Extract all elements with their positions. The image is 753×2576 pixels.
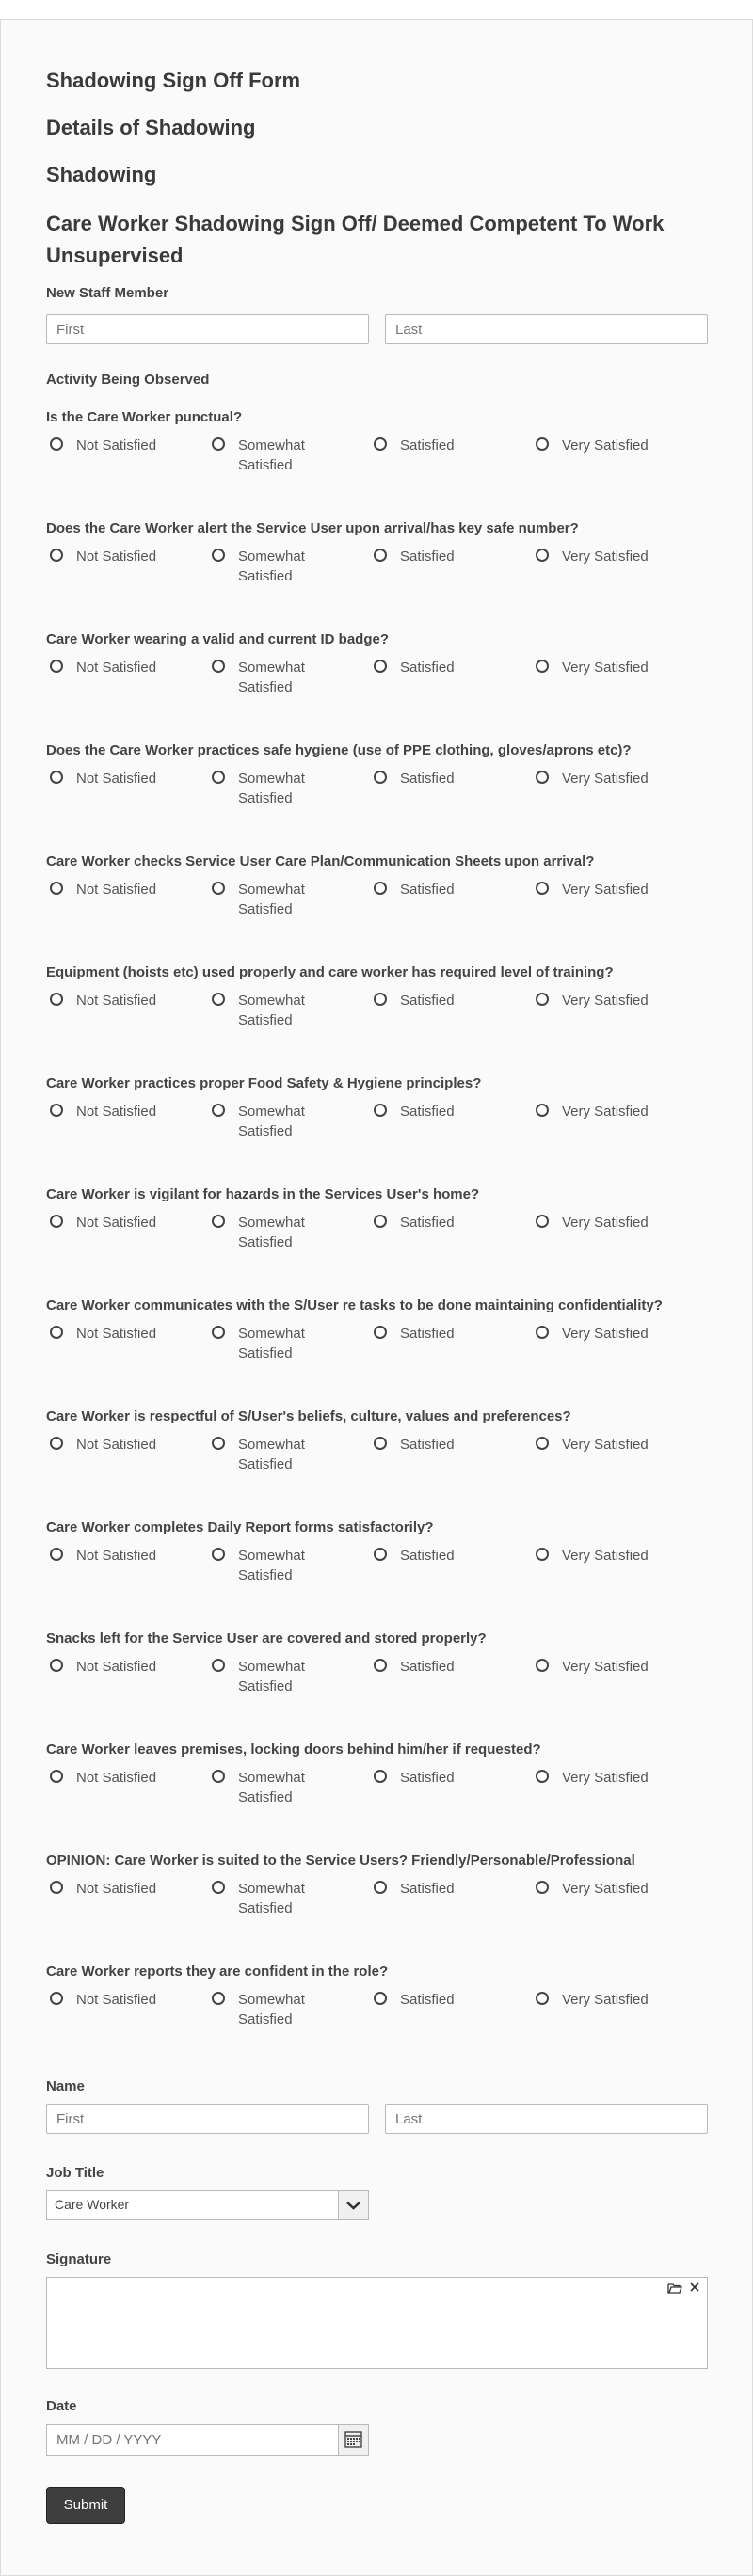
question-text: Care Worker is vigilant for hazards in the Services User's home?	[46, 1186, 480, 1202]
radio-button[interactable]	[374, 1548, 387, 1561]
rating-option-label: Satisfied	[400, 1770, 455, 1786]
rating-options	[50, 658, 709, 699]
rating-option-label: Satisfied	[400, 993, 455, 1009]
radio-button[interactable]	[50, 771, 63, 784]
radio-button[interactable]	[50, 1881, 63, 1894]
rating-option-label: Somewhat Satisfied	[238, 1104, 305, 1139]
signature-label: Signature	[46, 2251, 112, 2267]
rating-option-label: Somewhat Satisfied	[238, 993, 305, 1028]
rating-option-label: Satisfied	[400, 1215, 455, 1231]
radio-button[interactable]	[536, 771, 549, 784]
rating-option-label: Not Satisfied	[76, 1992, 157, 2008]
rating-option-label: Satisfied	[400, 1881, 455, 1897]
radio-button[interactable]	[50, 1548, 63, 1561]
radio-button[interactable]	[374, 1104, 387, 1117]
radio-button[interactable]	[212, 1437, 225, 1450]
rating-option-label: Somewhat Satisfied	[238, 660, 305, 695]
radio-button[interactable]	[50, 660, 63, 673]
rating-option-label: Not Satisfied	[76, 1215, 157, 1231]
radio-button[interactable]	[50, 1215, 63, 1228]
rating-option-label: Not Satisfied	[76, 771, 157, 787]
new-staff-label: New Staff Member	[46, 285, 169, 301]
rating-option-label: Somewhat Satisfied	[238, 1548, 305, 1583]
radio-button[interactable]	[50, 1992, 63, 2005]
question-text: Care Worker practices proper Food Safety & Hygiene principles?	[46, 1075, 482, 1091]
radio-button[interactable]	[212, 882, 225, 895]
radio-button[interactable]	[212, 1326, 225, 1339]
radio-button[interactable]	[212, 549, 225, 562]
activity-label: Activity Being Observed	[46, 372, 210, 388]
question-text: Snacks left for the Service User are covered and stored properly?	[46, 1630, 487, 1646]
radio-button[interactable]	[50, 1104, 63, 1117]
rating-option-label: Very Satisfied	[562, 1992, 649, 2008]
rating-option-label: Somewhat Satisfied	[238, 437, 305, 473]
rating-option-label: Very Satisfied	[562, 882, 649, 898]
radio-button[interactable]	[212, 1992, 225, 2005]
radio-button[interactable]	[374, 660, 387, 673]
rating-option-label: Not Satisfied	[76, 882, 157, 898]
rating-option-label: Somewhat Satisfied	[238, 1992, 305, 2027]
radio-button[interactable]	[50, 1659, 63, 1672]
rating-options	[50, 1546, 709, 1587]
question-block	[46, 853, 708, 917]
radio-button[interactable]	[536, 1548, 549, 1561]
rating-options	[50, 1435, 709, 1476]
form-container	[0, 19, 753, 2576]
section-title-shadowing: Shadowing	[46, 163, 157, 186]
date-field[interactable]	[46, 2424, 369, 2456]
section-title-details: Details of Shadowing	[46, 116, 256, 139]
rating-option-label: Very Satisfied	[562, 1770, 649, 1786]
question-block	[46, 1964, 708, 2027]
question-block	[46, 964, 708, 1028]
rating-option-label: Satisfied	[400, 1548, 455, 1564]
rating-option-label: Somewhat Satisfied	[238, 882, 305, 917]
rating-options	[50, 436, 709, 477]
rating-option-label: Somewhat Satisfied	[238, 1215, 305, 1250]
rating-option-label: Not Satisfied	[76, 660, 157, 676]
radio-button[interactable]	[374, 1770, 387, 1783]
job-title-value: Care Worker	[55, 2197, 130, 2212]
clear-icon[interactable]	[689, 2281, 700, 2298]
rating-option-label: Very Satisfied	[562, 1659, 649, 1675]
rating-options	[50, 547, 709, 588]
radio-button[interactable]	[212, 1659, 225, 1672]
rating-option-label: Not Satisfied	[76, 1326, 157, 1342]
radio-button[interactable]	[536, 1215, 549, 1228]
date-input[interactable]	[47, 2425, 329, 2455]
radio-button[interactable]	[374, 1326, 387, 1339]
rating-options	[50, 1324, 709, 1365]
rating-options	[50, 1102, 709, 1143]
rating-option-label: Somewhat Satisfied	[238, 771, 305, 806]
question-text: Does the Care Worker practices safe hygiene (use of PPE clothing, gloves/aprons etc)?	[46, 742, 632, 758]
rating-option-label: Satisfied	[400, 1104, 455, 1120]
question-block	[46, 409, 708, 473]
radio-button[interactable]	[212, 993, 225, 1006]
rating-option-label: Not Satisfied	[76, 993, 157, 1009]
question-block	[46, 1408, 708, 1472]
open-folder-icon[interactable]	[667, 2282, 682, 2299]
radio-button[interactable]	[50, 549, 63, 562]
question-block	[46, 520, 708, 584]
radio-button[interactable]	[374, 1992, 387, 2005]
rating-option-label: Not Satisfied	[76, 1104, 157, 1120]
rating-option-label: Satisfied	[400, 437, 455, 453]
rating-option-label: Satisfied	[400, 1659, 455, 1675]
radio-button[interactable]	[212, 437, 225, 451]
rating-option-label: Very Satisfied	[562, 549, 649, 564]
rating-option-label: Not Satisfied	[76, 1437, 157, 1453]
rating-option-label: Satisfied	[400, 1326, 455, 1342]
question-block	[46, 1297, 708, 1361]
rating-option-label: Very Satisfied	[562, 1881, 649, 1897]
rating-option-label: Very Satisfied	[562, 437, 649, 453]
radio-button[interactable]	[212, 1770, 225, 1783]
radio-button[interactable]	[374, 549, 387, 562]
radio-button[interactable]	[536, 1881, 549, 1894]
radio-button[interactable]	[50, 1770, 63, 1783]
rating-option-label: Satisfied	[400, 771, 455, 787]
rating-option-label: Somewhat Satisfied	[238, 1881, 305, 1916]
radio-button[interactable]	[536, 1437, 549, 1450]
rating-option-label: Very Satisfied	[562, 771, 649, 787]
question-text: Does the Care Worker alert the Service User upon arrival/has key safe number?	[46, 520, 579, 536]
question-block	[46, 1186, 708, 1250]
name-last-input[interactable]	[385, 2104, 708, 2134]
rating-option-label: Somewhat Satisfied	[238, 1770, 305, 1805]
radio-button[interactable]	[50, 1437, 63, 1450]
radio-button[interactable]	[374, 1881, 387, 1894]
radio-button[interactable]	[536, 1104, 549, 1117]
rating-options	[50, 991, 709, 1032]
chevron-down-icon[interactable]	[338, 2191, 368, 2219]
radio-button[interactable]	[536, 549, 549, 562]
rating-option-label: Very Satisfied	[562, 1437, 649, 1453]
rating-option-label: Very Satisfied	[562, 993, 649, 1009]
job-title-label: Job Title	[46, 2165, 104, 2181]
question-text: Care Worker wearing a valid and current ID badge?	[46, 631, 389, 647]
rating-option-label: Somewhat Satisfied	[238, 549, 305, 584]
question-block	[46, 631, 708, 695]
question-text: Care Worker leaves premises, locking doors behind him/her if requested?	[46, 1741, 541, 1757]
rating-option-label: Satisfied	[400, 549, 455, 564]
question-block	[46, 1852, 708, 1916]
radio-button[interactable]	[536, 1326, 549, 1339]
radio-button[interactable]	[212, 771, 225, 784]
rating-options	[50, 1879, 709, 1920]
question-text: Is the Care Worker punctual?	[46, 409, 243, 425]
radio-button[interactable]	[536, 882, 549, 895]
rating-option-label: Somewhat Satisfied	[238, 1437, 305, 1472]
name-first-input[interactable]	[46, 2104, 369, 2134]
question-text: Care Worker reports they are confident in the role?	[46, 1964, 389, 1980]
rating-option-label: Satisfied	[400, 882, 455, 898]
rating-options	[50, 1768, 709, 1809]
rating-option-label: Very Satisfied	[562, 660, 649, 676]
rating-option-label: Very Satisfied	[562, 1215, 649, 1231]
question-block	[46, 1075, 708, 1139]
radio-button[interactable]	[374, 771, 387, 784]
rating-option-label: Very Satisfied	[562, 1104, 649, 1120]
radio-button[interactable]	[212, 1548, 225, 1561]
new-staff-first-input[interactable]	[46, 314, 369, 344]
radio-button[interactable]	[50, 437, 63, 451]
signature-pad[interactable]	[46, 2277, 708, 2369]
rating-option-label: Not Satisfied	[76, 1881, 157, 1897]
radio-button[interactable]	[536, 660, 549, 673]
question-block	[46, 742, 708, 806]
radio-button[interactable]	[374, 437, 387, 451]
section-title-signoff: Care Worker Shadowing Sign Off/ Deemed Competent To Work Unsupervised	[46, 212, 665, 267]
radio-button[interactable]	[536, 1659, 549, 1672]
radio-button[interactable]	[374, 1437, 387, 1450]
question-text: Care Worker checks Service User Care Plan/Communication Sheets upon arrival?	[46, 853, 595, 869]
radio-button[interactable]	[536, 1770, 549, 1783]
rating-option-label: Not Satisfied	[76, 1548, 157, 1564]
radio-button[interactable]	[212, 1881, 225, 1894]
question-block	[46, 1741, 708, 1805]
question-block	[46, 1630, 708, 1694]
rating-options	[50, 1213, 709, 1254]
radio-button[interactable]	[212, 660, 225, 673]
radio-button[interactable]	[50, 1326, 63, 1339]
question-text: Care Worker is respectful of S/User's beliefs, culture, values and preferences?	[46, 1408, 571, 1424]
rating-options	[50, 880, 709, 921]
radio-button[interactable]	[50, 993, 63, 1006]
rating-options	[50, 1990, 709, 2031]
question-block	[46, 1519, 708, 1583]
rating-option-label: Somewhat Satisfied	[238, 1326, 305, 1361]
radio-button[interactable]	[536, 993, 549, 1006]
rating-option-label: Very Satisfied	[562, 1548, 649, 1564]
radio-button[interactable]	[374, 993, 387, 1006]
radio-button[interactable]	[212, 1215, 225, 1228]
rating-option-label: Somewhat Satisfied	[238, 1659, 305, 1694]
radio-button[interactable]	[374, 882, 387, 895]
radio-button[interactable]	[536, 1992, 549, 2005]
rating-option-label: Very Satisfied	[562, 1326, 649, 1342]
date-label: Date	[46, 2398, 77, 2414]
question-text: Care Worker completes Daily Report forms satisfactorily?	[46, 1519, 434, 1535]
question-text: Equipment (hoists etc) used properly and care worker has required level of training?	[46, 964, 614, 980]
new-staff-last-input[interactable]	[385, 314, 708, 344]
rating-options	[50, 769, 709, 810]
question-text: Care Worker communicates with the S/User re tasks to be done maintaining confidentiality?	[46, 1297, 663, 1313]
name-label: Name	[46, 2078, 85, 2094]
calendar-icon[interactable]	[338, 2425, 368, 2455]
job-title-select[interactable]	[46, 2190, 369, 2220]
rating-option-label: Satisfied	[400, 1992, 455, 2008]
rating-option-label: Not Satisfied	[76, 1770, 157, 1786]
rating-option-label: Not Satisfied	[76, 1659, 157, 1675]
radio-button[interactable]	[212, 1104, 225, 1117]
question-text: OPINION: Care Worker is suited to the Service Users? Friendly/Personable/Professional	[46, 1852, 635, 1868]
rating-option-label: Satisfied	[400, 660, 455, 676]
rating-option-label: Not Satisfied	[76, 549, 157, 564]
radio-button[interactable]	[536, 437, 549, 451]
submit-button[interactable]: Submit	[46, 2487, 125, 2524]
rating-option-label: Satisfied	[400, 1437, 455, 1453]
radio-button[interactable]	[374, 1659, 387, 1672]
radio-button[interactable]	[374, 1215, 387, 1228]
form-title: Shadowing Sign Off Form	[46, 69, 301, 92]
rating-options	[50, 1657, 709, 1698]
rating-option-label: Not Satisfied	[76, 437, 157, 453]
radio-button[interactable]	[50, 882, 63, 895]
